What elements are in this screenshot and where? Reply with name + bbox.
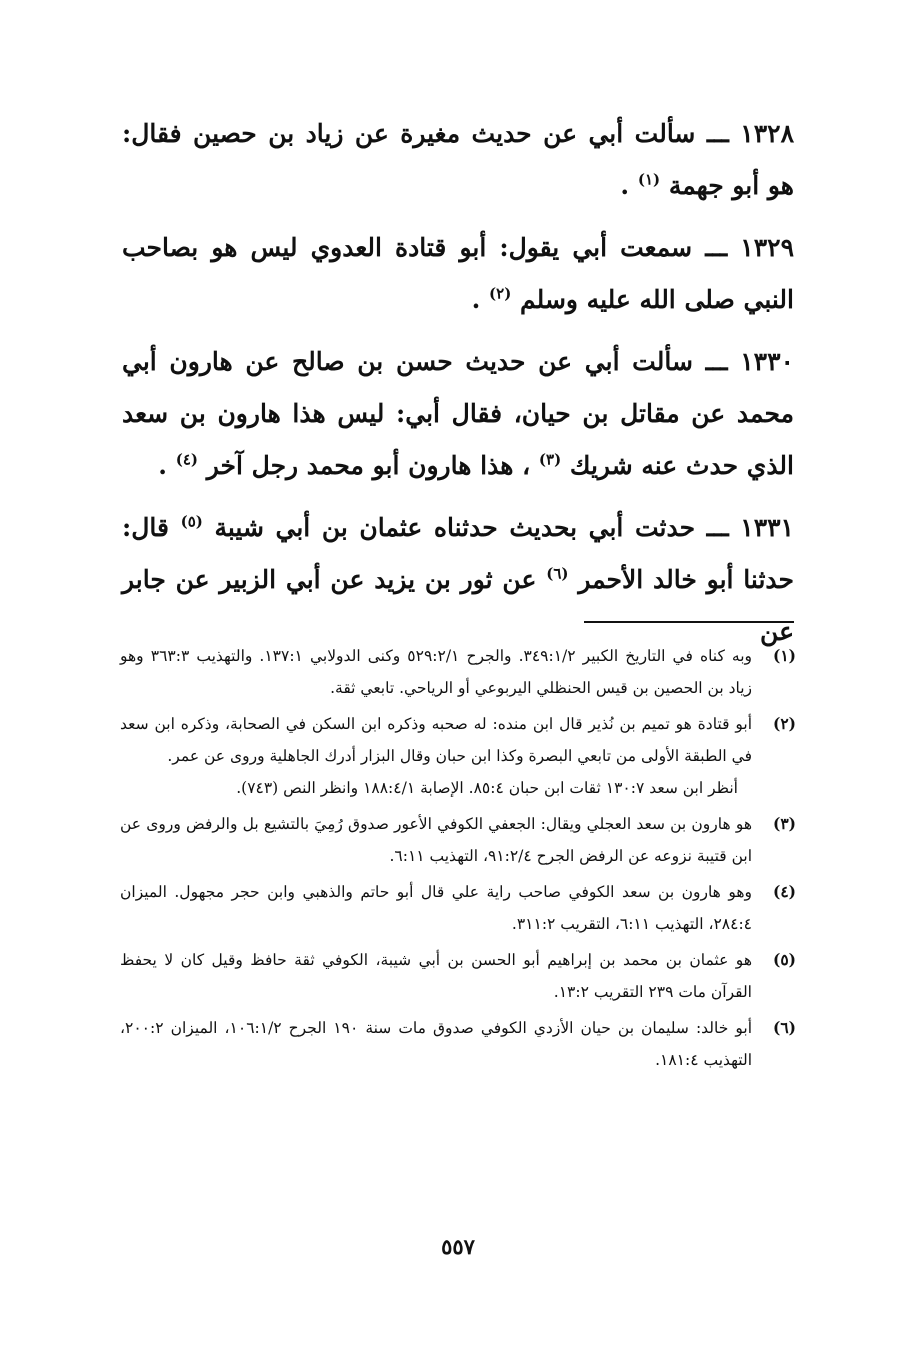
entry-number: ١٣٢٨ (740, 119, 794, 148)
entry-number: ١٣٣٠ (740, 347, 794, 376)
footnote-marker: (١) (772, 646, 796, 665)
entry-dash: ـــ (706, 513, 729, 542)
entry-text-end: . (471, 285, 481, 314)
entry-dash: ـــ (705, 347, 728, 376)
entry-text-end: . (158, 451, 168, 480)
footnote-ref: (٤) (175, 450, 199, 469)
footnote-2 (120, 708, 796, 804)
entry-1329 (122, 222, 794, 326)
footnote-marker: (٥) (772, 950, 796, 969)
entry-dash: ـــ (705, 233, 728, 262)
footnote-text: هو هارون بن سعد العجلي ويقال: الجعفي الكوفي الأعور صدوق رُمِيَ بالتشيع بل والرفض وروى عن ابن قتيبة نزوعه عن الرفض الجرح ٩١:٢/٤، التهذيب ٦:١١. (120, 815, 752, 865)
footnote-extra: أنظر ابن سعد ١٣٠:٧ ثقات ابن حبان ٨٥:٤. الإصابة ١٨٨:٤/١ وانظر النص (٧٤٣). (236, 779, 738, 797)
footnote-5 (120, 944, 796, 1008)
entry-text-end: . (620, 171, 630, 200)
entry-1328 (122, 108, 794, 212)
page-number: ٥٥٧ (441, 1234, 475, 1259)
entry-text: حدثت أبي بحديث حدثناه عثمان بن أبي شيبة (214, 513, 696, 542)
footnote-text: وهو هارون بن سعد الكوفي صاحب راية علي قال أبو حاتم والذهبي وابن حجر مجهول. الميزان ٢٨٤:٤، التهذيب ٦:١١، التقريب ٣١١:٢. (120, 883, 752, 933)
entry-1330 (122, 336, 794, 492)
footnotes (120, 640, 796, 1080)
footnote-ref: (٥) (180, 512, 203, 531)
entry-number: ١٣٣١ (740, 513, 794, 542)
footnote-marker: (٤) (772, 882, 796, 901)
footnote-ref: (٣) (538, 450, 562, 469)
footnote-text: وبه كناه في التاريخ الكبير ٣٤٩:١/٢. والجرح ٥٢٩:٢/١ وكنى الدولابي ١٣٧:١. والتهذيب ٣٦٣:٣ وهو زياد بن الحصين بن قيس الحنظلي اليربوعي أو الرياحي. تابعي ثقة. (120, 647, 753, 697)
footnote-6 (120, 1012, 796, 1076)
entry-text: سألت أبي عن حديث مغيرة عن زياد بن حصين فقال: هو أبو جهمة (122, 119, 794, 200)
footnote-text: أبو قتادة هو تميم بن نُذير قال ابن منده: له صحبه وذكره ابن السكن في الصحابة، وذكره ابن سعد في الطبقة الأولى من تابعي البصرة وكذا ابن حبان وقال البزار أدرك الجاهلية وروى عن عمر. (120, 715, 752, 765)
footnote-3 (120, 808, 796, 872)
entry-number: ١٣٢٩ (740, 233, 794, 262)
main-text (122, 108, 794, 668)
entry-text: سألت أبي عن حديث حسن بن صالح عن هارون أبي محمد عن مقاتل بن حيان، فقال أبي: ليس هذا هارون بن سعد الذي حدث عنه شريك (122, 347, 794, 480)
footnote-marker: (٢) (772, 714, 796, 733)
footnote-marker: (٣) (772, 814, 796, 833)
footnote-1 (120, 640, 796, 704)
footnote-text: هو عثمان بن محمد بن إبراهيم أبو الحسن بن أبي شيبة، الكوفي ثقة حافظ وقيل كان لا يحفظ القرآن مات ٢٣٩ التقريب ١٣:٢. (120, 951, 752, 1001)
footnote-text: أبو خالد: سليمان بن حيان الأزدي الكوفي صدوق مات سنة ١٩٠ الجرح ١٠٦:١/٢، الميزان ٢٠٠:٢، التهذيب ١٨١:٤. (120, 1019, 752, 1069)
entry-text-middle: ، هذا هارون أبو محمد رجل آخر (206, 451, 531, 480)
footnote-ref: (٦) (546, 564, 569, 583)
footnote-4 (120, 876, 796, 940)
entry-text-end: عن ثور بن يزيد عن أبي الزبير عن جابر عن (122, 565, 794, 646)
entry-dash: ـــ (706, 119, 729, 148)
footnote-ref: (١) (637, 170, 661, 189)
footnote-marker: (٦) (772, 1018, 796, 1037)
footnote-separator (584, 621, 794, 623)
entry-1331 (122, 502, 794, 658)
footnote-ref: (٢) (489, 284, 512, 303)
entry-text-middle: قال: حدثنا أبو خالد الأحمر (122, 513, 794, 594)
entry-text: سمعت أبي يقول: أبو قتادة العدوي ليس هو بصاحب النبي صلى الله عليه وسلم (122, 233, 794, 314)
